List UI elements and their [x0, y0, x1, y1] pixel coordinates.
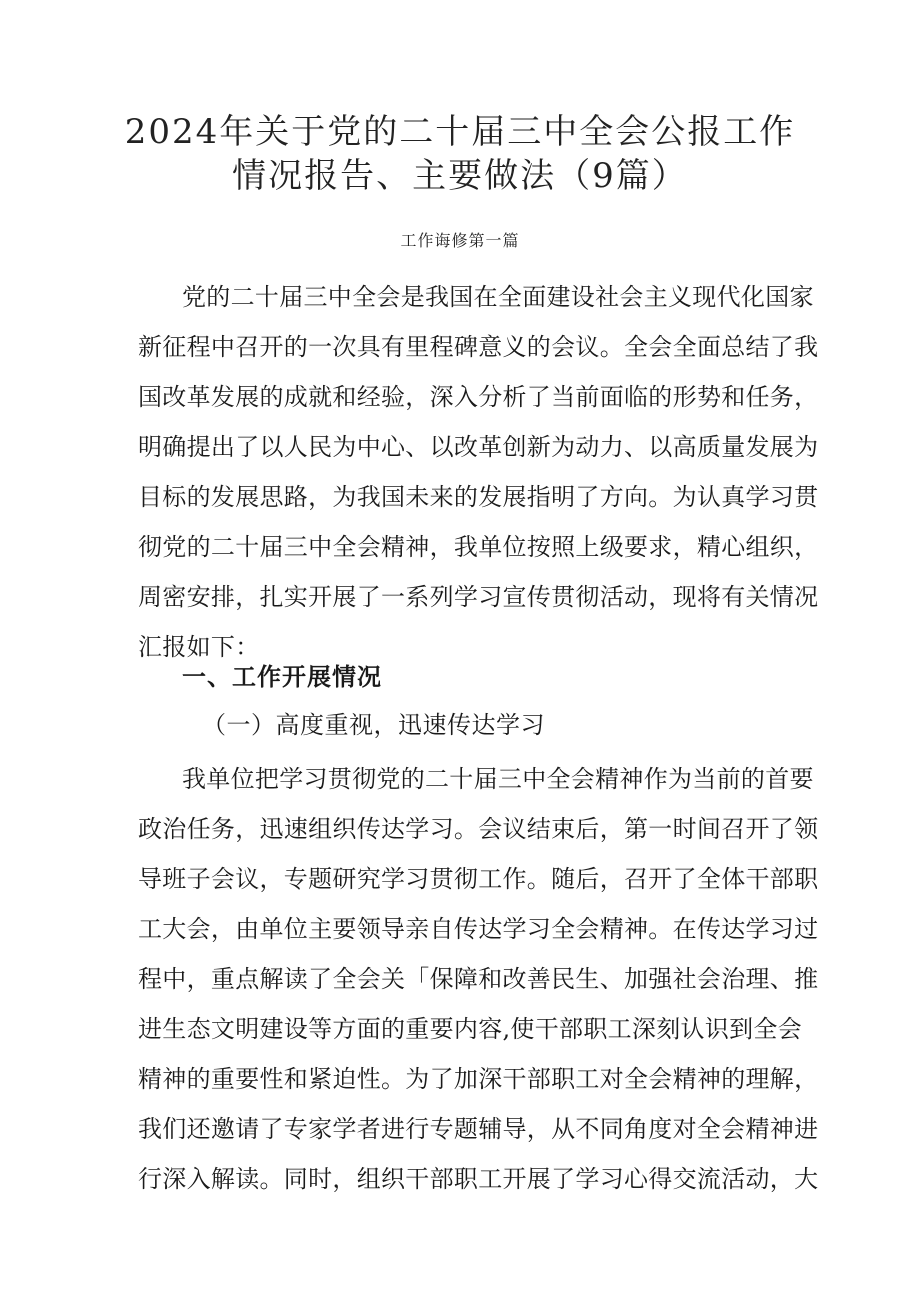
paragraph-line: 工大会，由单位主要领导亲自传达学习全会精神。在传达学习过 [138, 915, 819, 943]
paragraph-line: 我们还邀请了专家学者进行专题辅导，从不同角度对全会精神进 [138, 1115, 819, 1143]
paragraph-line: 党的二十届三中全会是我国在全面建设社会主义现代化国家 [182, 283, 814, 311]
paragraph-line: 行深入解读。同时，组织干部职工开展了学习心得交流活动，大 [138, 1165, 819, 1193]
paragraph-line: 新征程中召开的一次具有里程碑意义的会议。全会全面总结了我 [138, 333, 819, 361]
paragraph-line: 程中，重点解读了全会关「保障和改善民生、加强社会治理、推 [138, 965, 819, 993]
document-title-line-1: 2024年关于党的二十届三中全会公报工作 [124, 112, 796, 152]
paragraph-section-1 [138, 754, 819, 1204]
document-subtitle: 工作诲修第一篇 [400, 231, 520, 250]
paragraph-line: 国改革发展的成就和经验，深入分析了当前面临的形势和任务， [138, 383, 819, 411]
paragraph-line: 目标的发展思路，为我国未来的发展指明了方向。为认真学习贯 [138, 483, 819, 511]
section-heading: 一、工作开展情况 [182, 663, 382, 691]
paragraph-line: 彻党的二十届三中全会精神，我单位按照上级要求，精心组织， [138, 533, 819, 561]
paragraph-line: 汇报如下： [138, 633, 260, 661]
paragraph-line: 我单位把学习贯彻党的二十届三中全会精神作为当前的首要 [182, 765, 814, 793]
paragraph-intro [138, 272, 819, 672]
paragraph-line: 导班子会议，专题研究学习贯彻工作。随后，召开了全体干部职 [138, 865, 819, 893]
subsection-heading: （一）高度重视，迅速传达学习 [202, 711, 545, 739]
paragraph-line: 明确提出了以人民为中心、以改革创新为动力、以高质量发展为 [138, 433, 819, 461]
paragraph-line: 精神的重要性和紧迫性。为了加深干部职工对全会精神的理解， [138, 1065, 819, 1093]
paragraph-line: 周密安排，扎实开展了一系列学习宣传贯彻活动，现将有关情况 [138, 583, 819, 611]
paragraph-line: 政治任务，迅速组织传达学习。会议结束后，第一时间召开了领 [138, 815, 819, 843]
document-title-line-2: 情况报告、主要做法（9篇） [232, 156, 688, 196]
paragraph-line: 进生态文明建设等方面的重要内容,使干部职工深刻认识到全会 [138, 1015, 803, 1043]
